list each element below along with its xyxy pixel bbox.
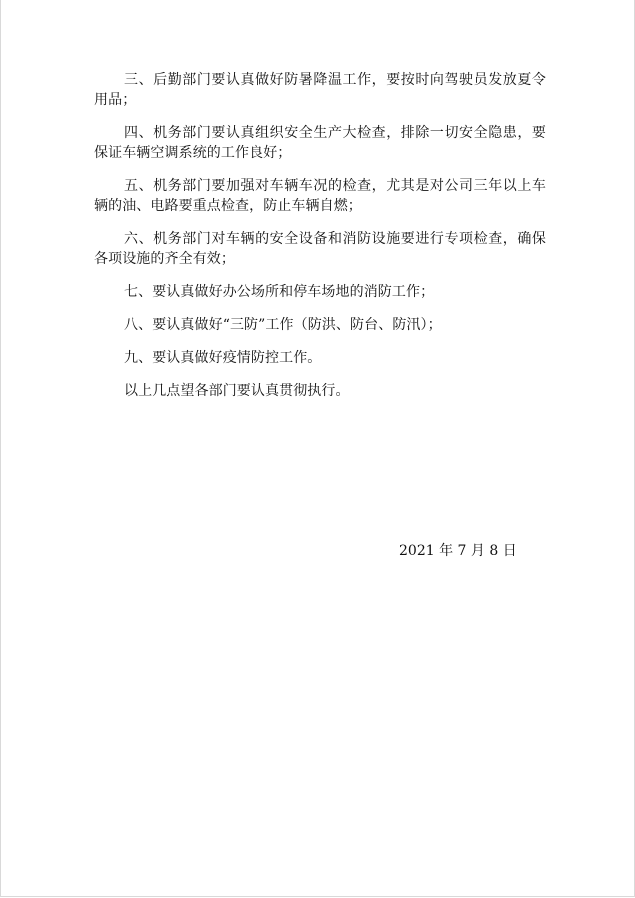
closing-paragraph: 以上几点望各部门要认真贯彻执行。 xyxy=(124,383,350,399)
paragraph-item-5: 五、机务部门要加强对车辆车况的检查，尤其是对公司三年以上车辆的油、电路要重点检查，防止车辆自燃； xyxy=(94,178,546,214)
document-date: 2021 年 7 月 8 日 xyxy=(399,543,517,559)
paragraph-item-9: 九、要认真做好疫情防控工作。 xyxy=(124,350,322,366)
document-body xyxy=(94,70,546,414)
paragraph-item-6: 六、机务部门对车辆的安全设备和消防设施要进行专项检查，确保各项设施的齐全有效； xyxy=(94,231,546,267)
paragraph-item-4: 四、机务部门要认真组织安全生产大检查，排除一切安全隐患，要保证车辆空调系统的工作良好； xyxy=(94,125,546,161)
paragraph-item-3: 三、后勤部门要认真做好防暑降温工作，要按时向驾驶员发放夏令用品； xyxy=(94,72,546,108)
paragraph-item-7: 七、要认真做好办公场所和停车场地的消防工作； xyxy=(124,284,435,300)
paragraph-item-8: 八、要认真做好“三防”工作（防洪、防台、防汛）； xyxy=(124,317,442,333)
